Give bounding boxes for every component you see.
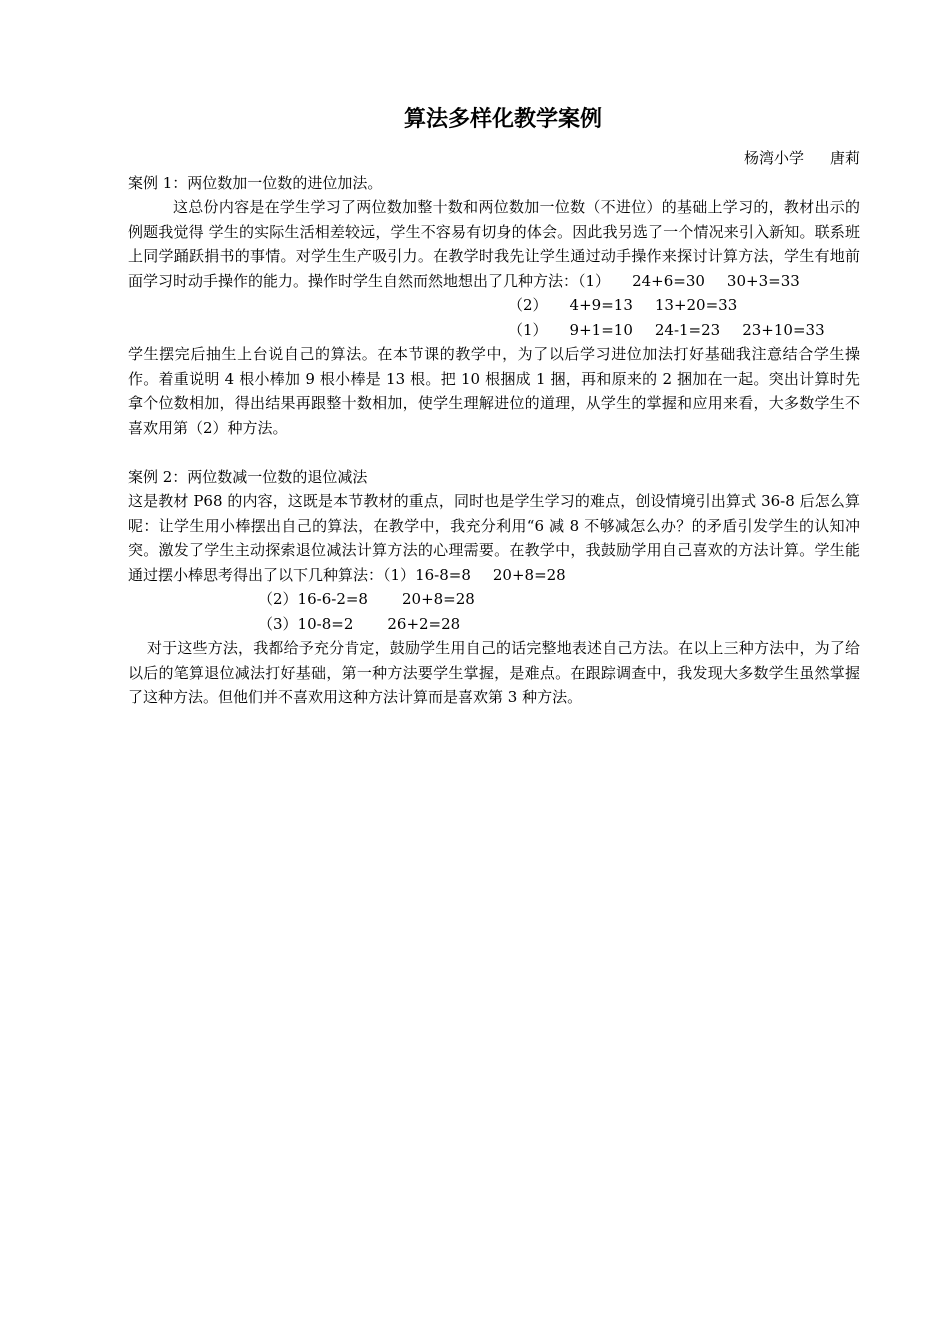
case2-method2: （2）16-6-2=8 20+8=28 bbox=[258, 590, 475, 608]
section-gap bbox=[128, 440, 860, 465]
case1-intro-text: 这总份内容是在学生学习了两位数加整十数和两位数加一位数（不进位）的基础上学习的，教材出示的例题我觉得 学生的实际生活相差较远，学生不容易有切身的体会。因此我另选了一个情况来引入新知。联系班上同学踊跃捐书的事情。对学生生产吸引力。在教学时我先让学生通过动手操作来探讨计算方法，学生有地前面学习时动手操作的能力。操作时学生自然而然地想出了几种方法： bbox=[128, 198, 860, 290]
document-title: 算法多样化教学案例 bbox=[403, 107, 602, 132]
author-line bbox=[128, 146, 860, 171]
author-name: 唐莉 bbox=[829, 149, 860, 167]
case2-method3: （3）10-8=2 26+2=28 bbox=[258, 614, 461, 633]
case1-heading: 案例 1：两位数加一位数的进位加法。 bbox=[128, 173, 383, 192]
case1-intro bbox=[128, 195, 860, 293]
case2-conclusion: 对于这些方法，我都给予充分肯定，鼓励学生用自己的话完整地表述自己方法。在以上三种方法中，为了给以后的笔算退位减法打好基础，第一种方法要学生掌握，是难点。在跟踪调查中，我发现大多数学生虽然掌握了这种方法。但他们并不喜欢用这种方法计算而是喜欢第 3 种方法。 bbox=[128, 639, 860, 706]
school-name: 杨湾小学 bbox=[743, 149, 804, 167]
case2-intro-text: 这是教材 P68 的内容，这既是本节教材的重点，同时也是学生学习的难点，创设情境引出算式 36-8 后怎么算呢：让学生用小棒摆出自己的算法，在教学中，我充分利用“6 减 8 不够减怎么办？的矛盾引发学生的认知冲突。激发了学生主动探索退位减法计算方法的心理需要。在教学中，我鼓励学用自己喜欢的方法计算。学生能通过摆小棒思考得出了以下几种算法： bbox=[128, 492, 860, 584]
case2-heading: 案例 2：两位数减一位数的退位减法 bbox=[128, 467, 368, 486]
case2-intro bbox=[128, 489, 860, 587]
case1-method1: （1） 24+6=30 30+3=33 bbox=[578, 271, 800, 290]
case2-method1: （1）16-8=8 20+8=28 bbox=[383, 565, 566, 584]
case1-method3: （1） 9+1=10 24-1=23 23+10=33 bbox=[508, 320, 825, 339]
document-page bbox=[128, 100, 860, 710]
case1-method2: （2） 4+9=13 13+20=33 bbox=[508, 296, 738, 314]
case1-conclusion: 学生摆完后抽生上台说自己的算法。在本节课的教学中，为了以后学习进位加法打好基础我注意结合学生操作。着重说明 4 根小棒加 9 根小棒是 13 根。把 10 根捆成 1 捆，再和原来的 2 捆加在一起。突出计算时先拿个位数相加，得出结果再跟整十数相加，使学生理解进位的道理，从学生的掌握和应用来看，大多数学生不喜欢用第（2）种方法。 bbox=[128, 345, 860, 437]
